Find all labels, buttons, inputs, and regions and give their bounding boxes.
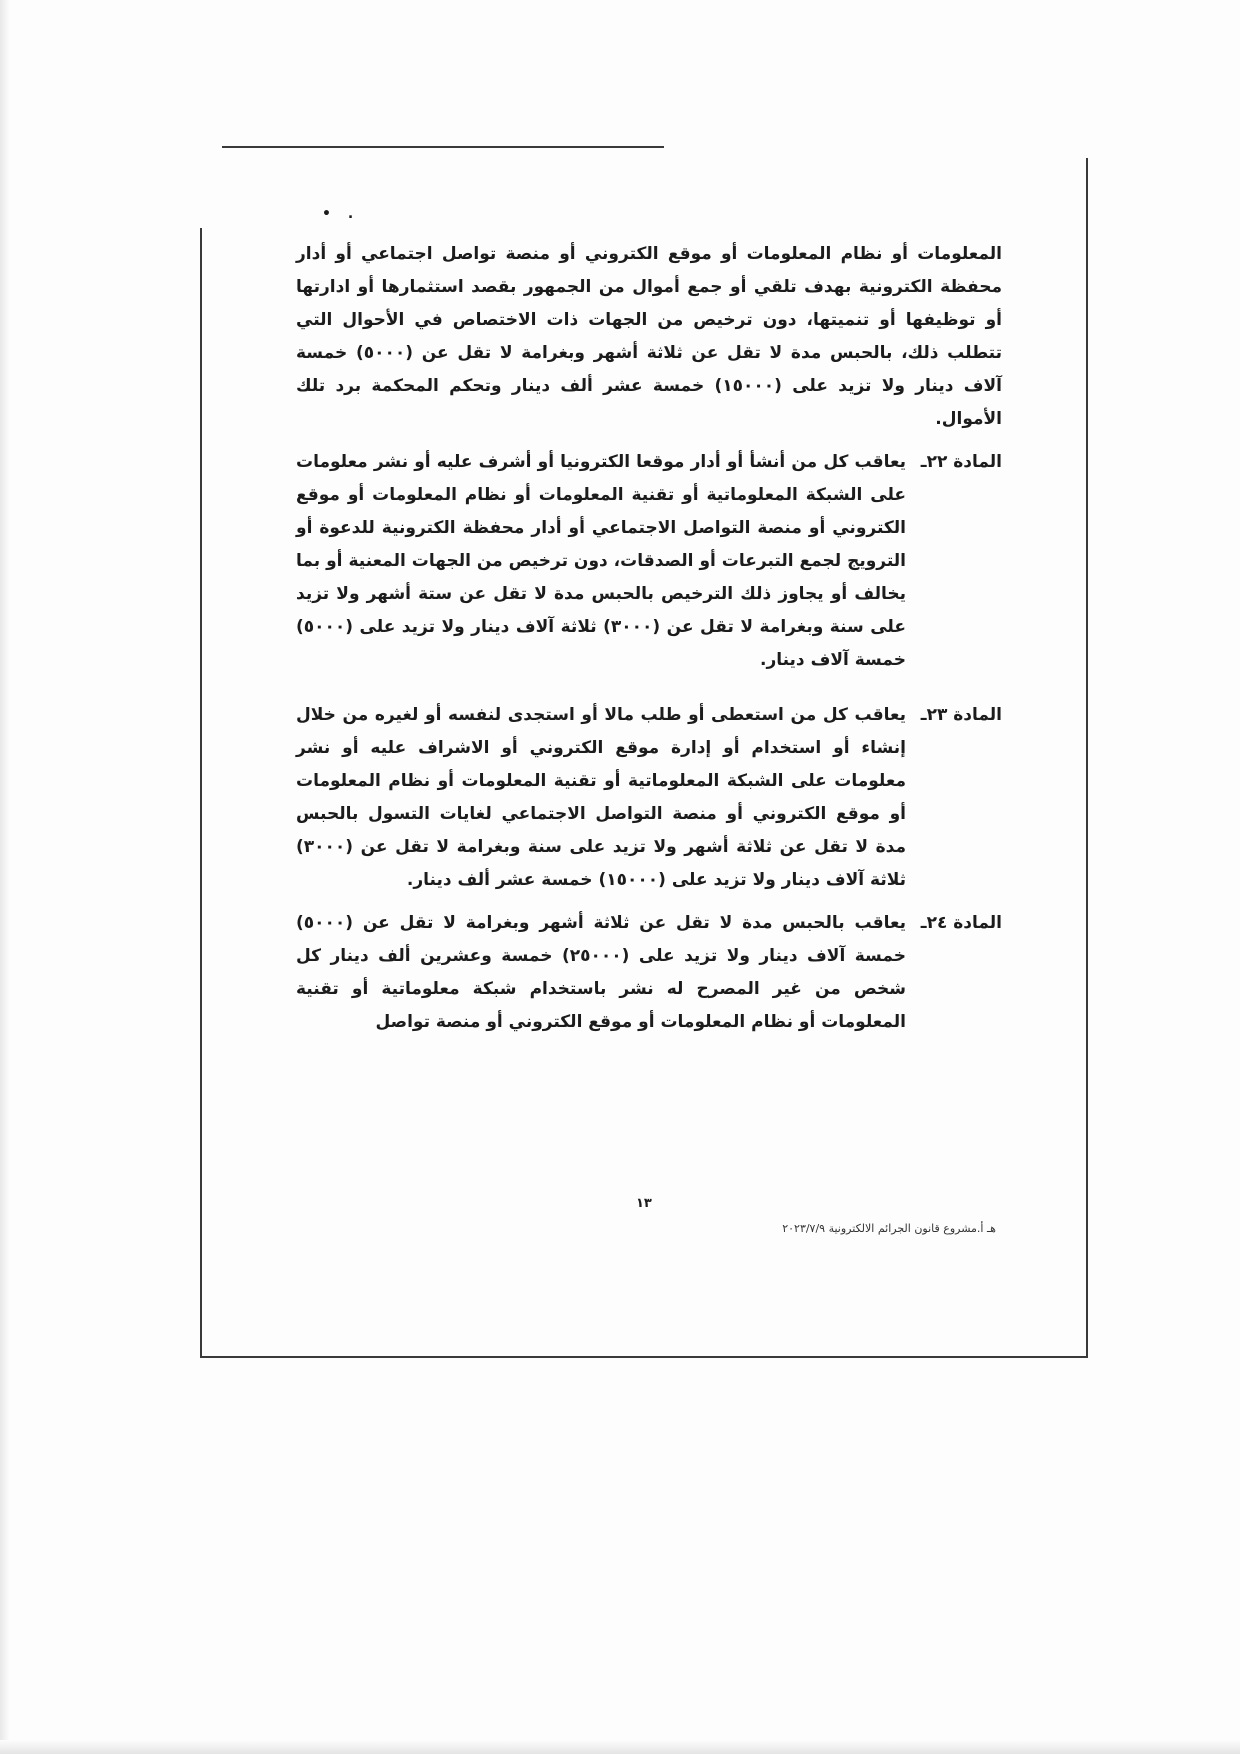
page-number: ١٣	[636, 1196, 652, 1211]
page-border-left	[200, 228, 202, 1358]
top-rule	[222, 146, 664, 148]
continuation-paragraph: المعلومات أو نظام المعلومات أو موقع الكتروني أو منصة تواصل اجتماعي أو أدار محفظة الكترونية بهدف تلقي أو جمع أموال من الجمهور بقصد استثمارها أو ادارتها أو توظيفها أو تنميتها، دون ترخيص من الجهات ذات الاختصاص في الأحوال التي تتطلب ذلك، بالحبس مدة لا تقل عن ثلاثة أشهر وبغرامة لا تقل عن (٥٠٠٠) خمسة آلاف دينار ولا تزيد على (١٥٠٠٠) خمسة عشر ألف دينار وتحكم المحكمة برد تلك الأموال.	[296, 244, 1002, 429]
scan-shadow-left	[0, 0, 10, 1754]
article-label: المادة ٢٣ـ	[920, 705, 1002, 725]
article-text: يعاقب كل من أنشأ أو أدار موقعا الكترونيا أو أشرف عليه أو نشر معلومات على الشبكة المعلوماتية أو تقنية المعلومات أو نظام المعلومات أو موقع الكتروني أو منصة التواصل الاجتماعي أو أدار محفظة الكترونية للدعوة أو الترويج لجمع التبرعات أو الصدقات، دون ترخيص من الجهات المعنية أو بما يخالف أو يجاوز ذلك الترخيص بالحبس مدة لا تقل عن ستة أشهر ولا تزيد على سنة وبغرامة لا تقل عن (٣٠٠٠) ثلاثة آلاف دينار ولا تزيد على (٥٠٠٠) خمسة آلاف دينار.	[296, 452, 906, 670]
document-body	[296, 238, 1002, 1039]
article-22	[296, 446, 1002, 677]
top-marks: • .	[322, 206, 360, 222]
article-label: المادة ٢٤ـ	[920, 913, 1002, 933]
article-text: يعاقب بالحبس مدة لا تقل عن ثلاثة أشهر وبغرامة لا تقل عن (٥٠٠٠) خمسة آلاف دينار ولا تزيد على (٢٥٠٠٠) خمسة وعشرين ألف دينار كل شخص من غير المصرح له نشر باستخدام شبكة معلوماتية أو تقنية المعلومات أو نظام المعلومات أو موقع الكتروني أو منصة تواصل	[296, 913, 906, 1032]
article-24	[296, 907, 1002, 1039]
page-border-right	[1086, 158, 1088, 1356]
article-text: يعاقب كل من استعطى أو طلب مالا أو استجدى لنفسه أو لغيره من خلال إنشاء أو استخدام أو إدارة موقع الكتروني أو الاشراف عليه أو نشر معلومات على الشبكة المعلوماتية أو تقنية المعلومات أو نظام المعلومات أو موقع الكتروني أو منصة التواصل الاجتماعي لغايات التسول بالحبس مدة لا تقل عن ثلاثة أشهر ولا تزيد على سنة وبغرامة لا تقل عن (٣٠٠٠) ثلاثة آلاف دينار ولا تزيد على (١٥٠٠٠) خمسة عشر ألف دينار.	[296, 705, 906, 890]
article-label: المادة ٢٢ـ	[920, 452, 1002, 472]
page-border-bottom	[200, 1356, 1088, 1358]
footer-note: هـ أ.مشروع قانون الجرائم الالكترونية ٢٠٢٣/٧/٩	[782, 1222, 996, 1235]
scan-shadow-bottom	[0, 1740, 1240, 1754]
article-23	[296, 699, 1002, 897]
